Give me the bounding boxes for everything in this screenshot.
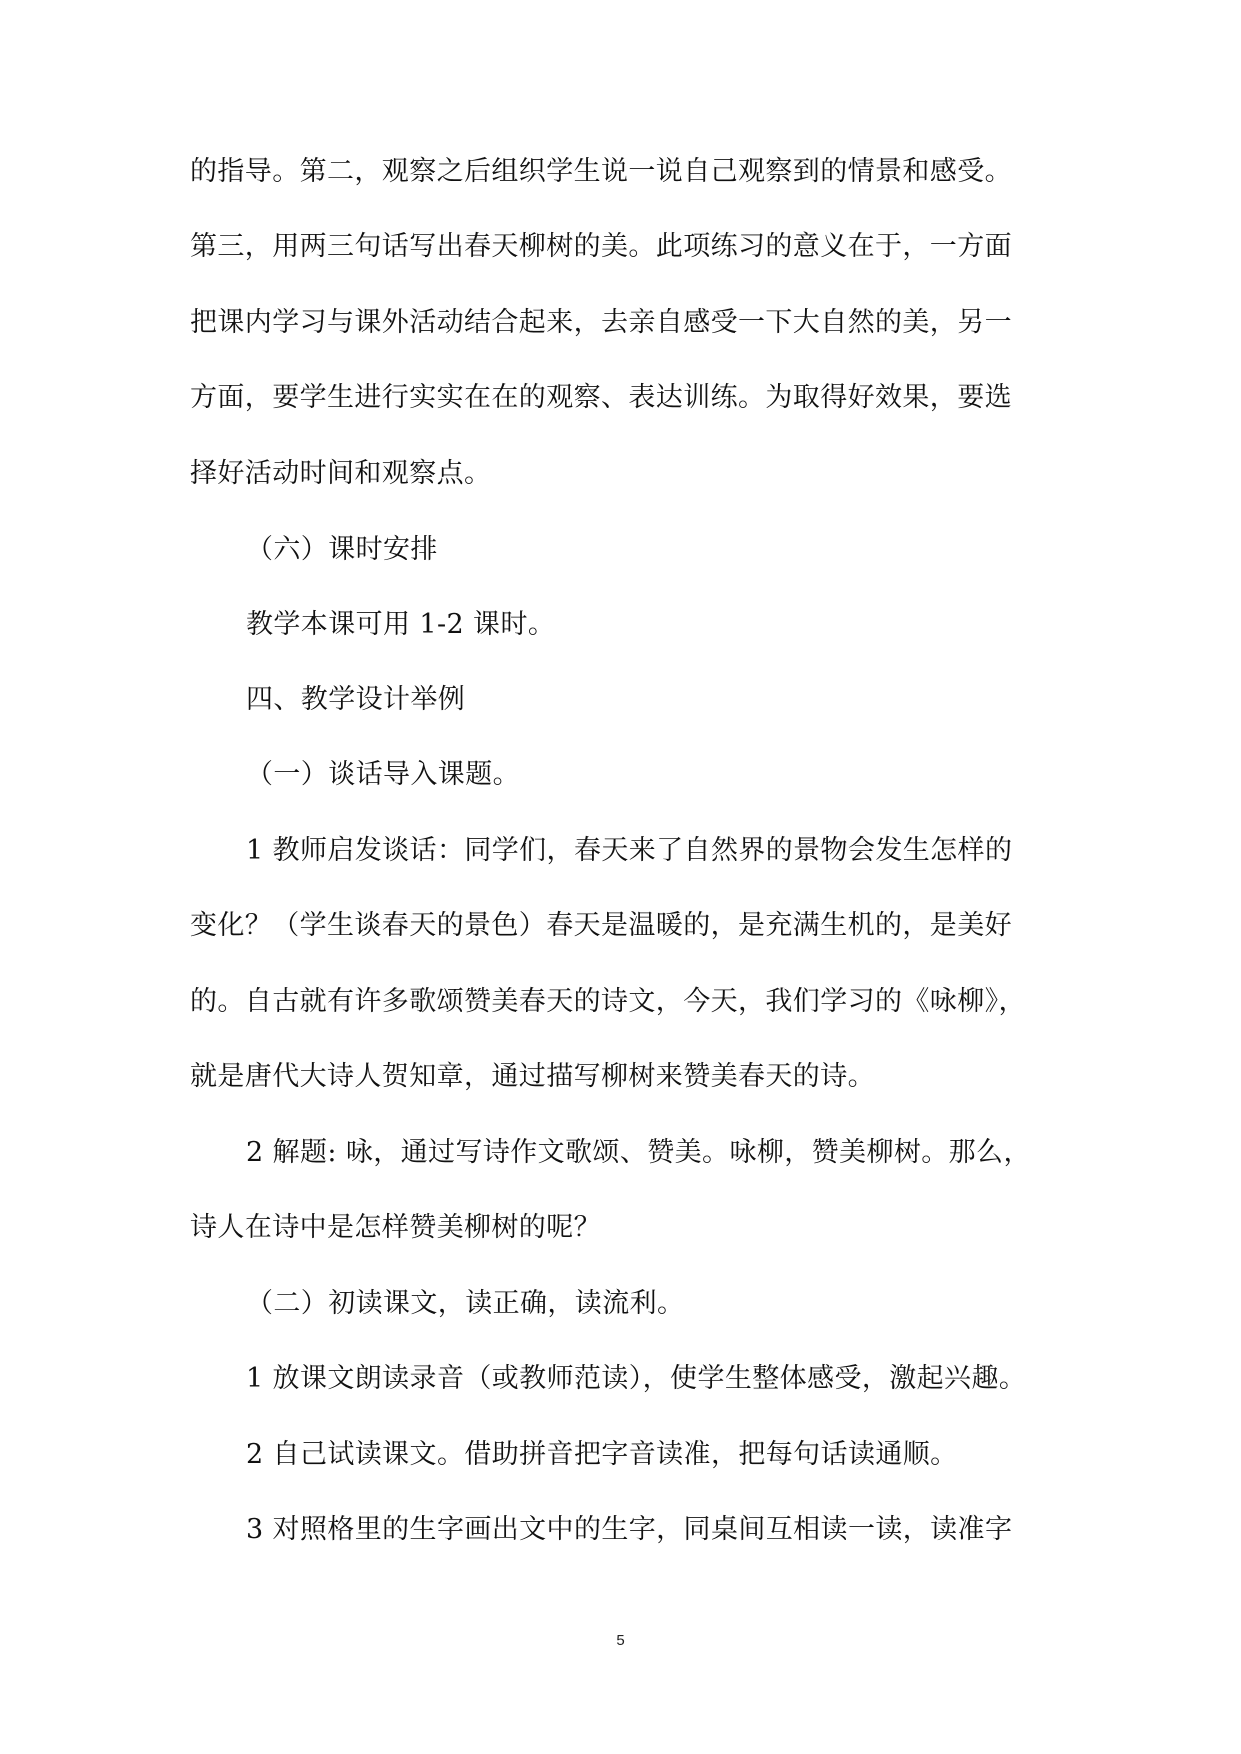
text-line: 的指导。第二，观察之后组织学生说一说自己观察到的情景和感受。: [190, 156, 1012, 187]
section-heading: （二）初读课文，读正确，读流利。: [246, 1288, 685, 1319]
page-number: 5: [616, 1632, 625, 1649]
text-line: 的。自古就有许多歌颂赞美春天的诗文，今天，我们学习的《咏柳》，: [190, 986, 1026, 1017]
text-line: 2 自己试读课文。借助拼音把字音读准，把每句话读通顺。: [246, 1439, 958, 1470]
text-line: 择好活动时间和观察点。: [190, 458, 492, 489]
text-line: 变化？（学生谈春天的景色）春天是温暖的，是充满生机的，是美好: [190, 910, 1012, 941]
text-line: 1 放课文朗读录音（或教师范读），使学生整体感受，激起兴趣。: [246, 1363, 1027, 1394]
text-line: 教学本课可用 1-2 课时。: [246, 609, 556, 640]
text-line: 2 解题: 咏，通过写诗作文歌颂、赞美。咏柳，赞美柳树。那么，: [246, 1137, 1031, 1168]
text-line: 方面，要学生进行实实在在的观察、表达训练。为取得好效果，要选: [190, 382, 1012, 413]
text-line: 1 教师启发谈话：同学们，春天来了自然界的景物会发生怎样的: [246, 835, 1013, 866]
text-line: 把课内学习与课外活动结合起来，去亲自感受一下大自然的美，另一: [190, 307, 1012, 338]
text-line: 就是唐代大诗人贺知章，通过描写柳树来赞美春天的诗。: [190, 1061, 875, 1092]
text-line: 第三，用两三句话写出春天柳树的美。此项练习的意义在于，一方面: [190, 231, 1012, 262]
section-heading: 四、教学设计举例: [246, 684, 466, 715]
section-heading: （一）谈话导入课题。: [246, 759, 520, 790]
text-line: 诗人在诗中是怎样赞美柳树的呢？: [190, 1212, 601, 1243]
section-heading: （六）课时安排: [246, 534, 438, 565]
text-line: 3 对照格里的生字画出文中的生字，同桌间互相读一读，读准字: [246, 1514, 1013, 1545]
